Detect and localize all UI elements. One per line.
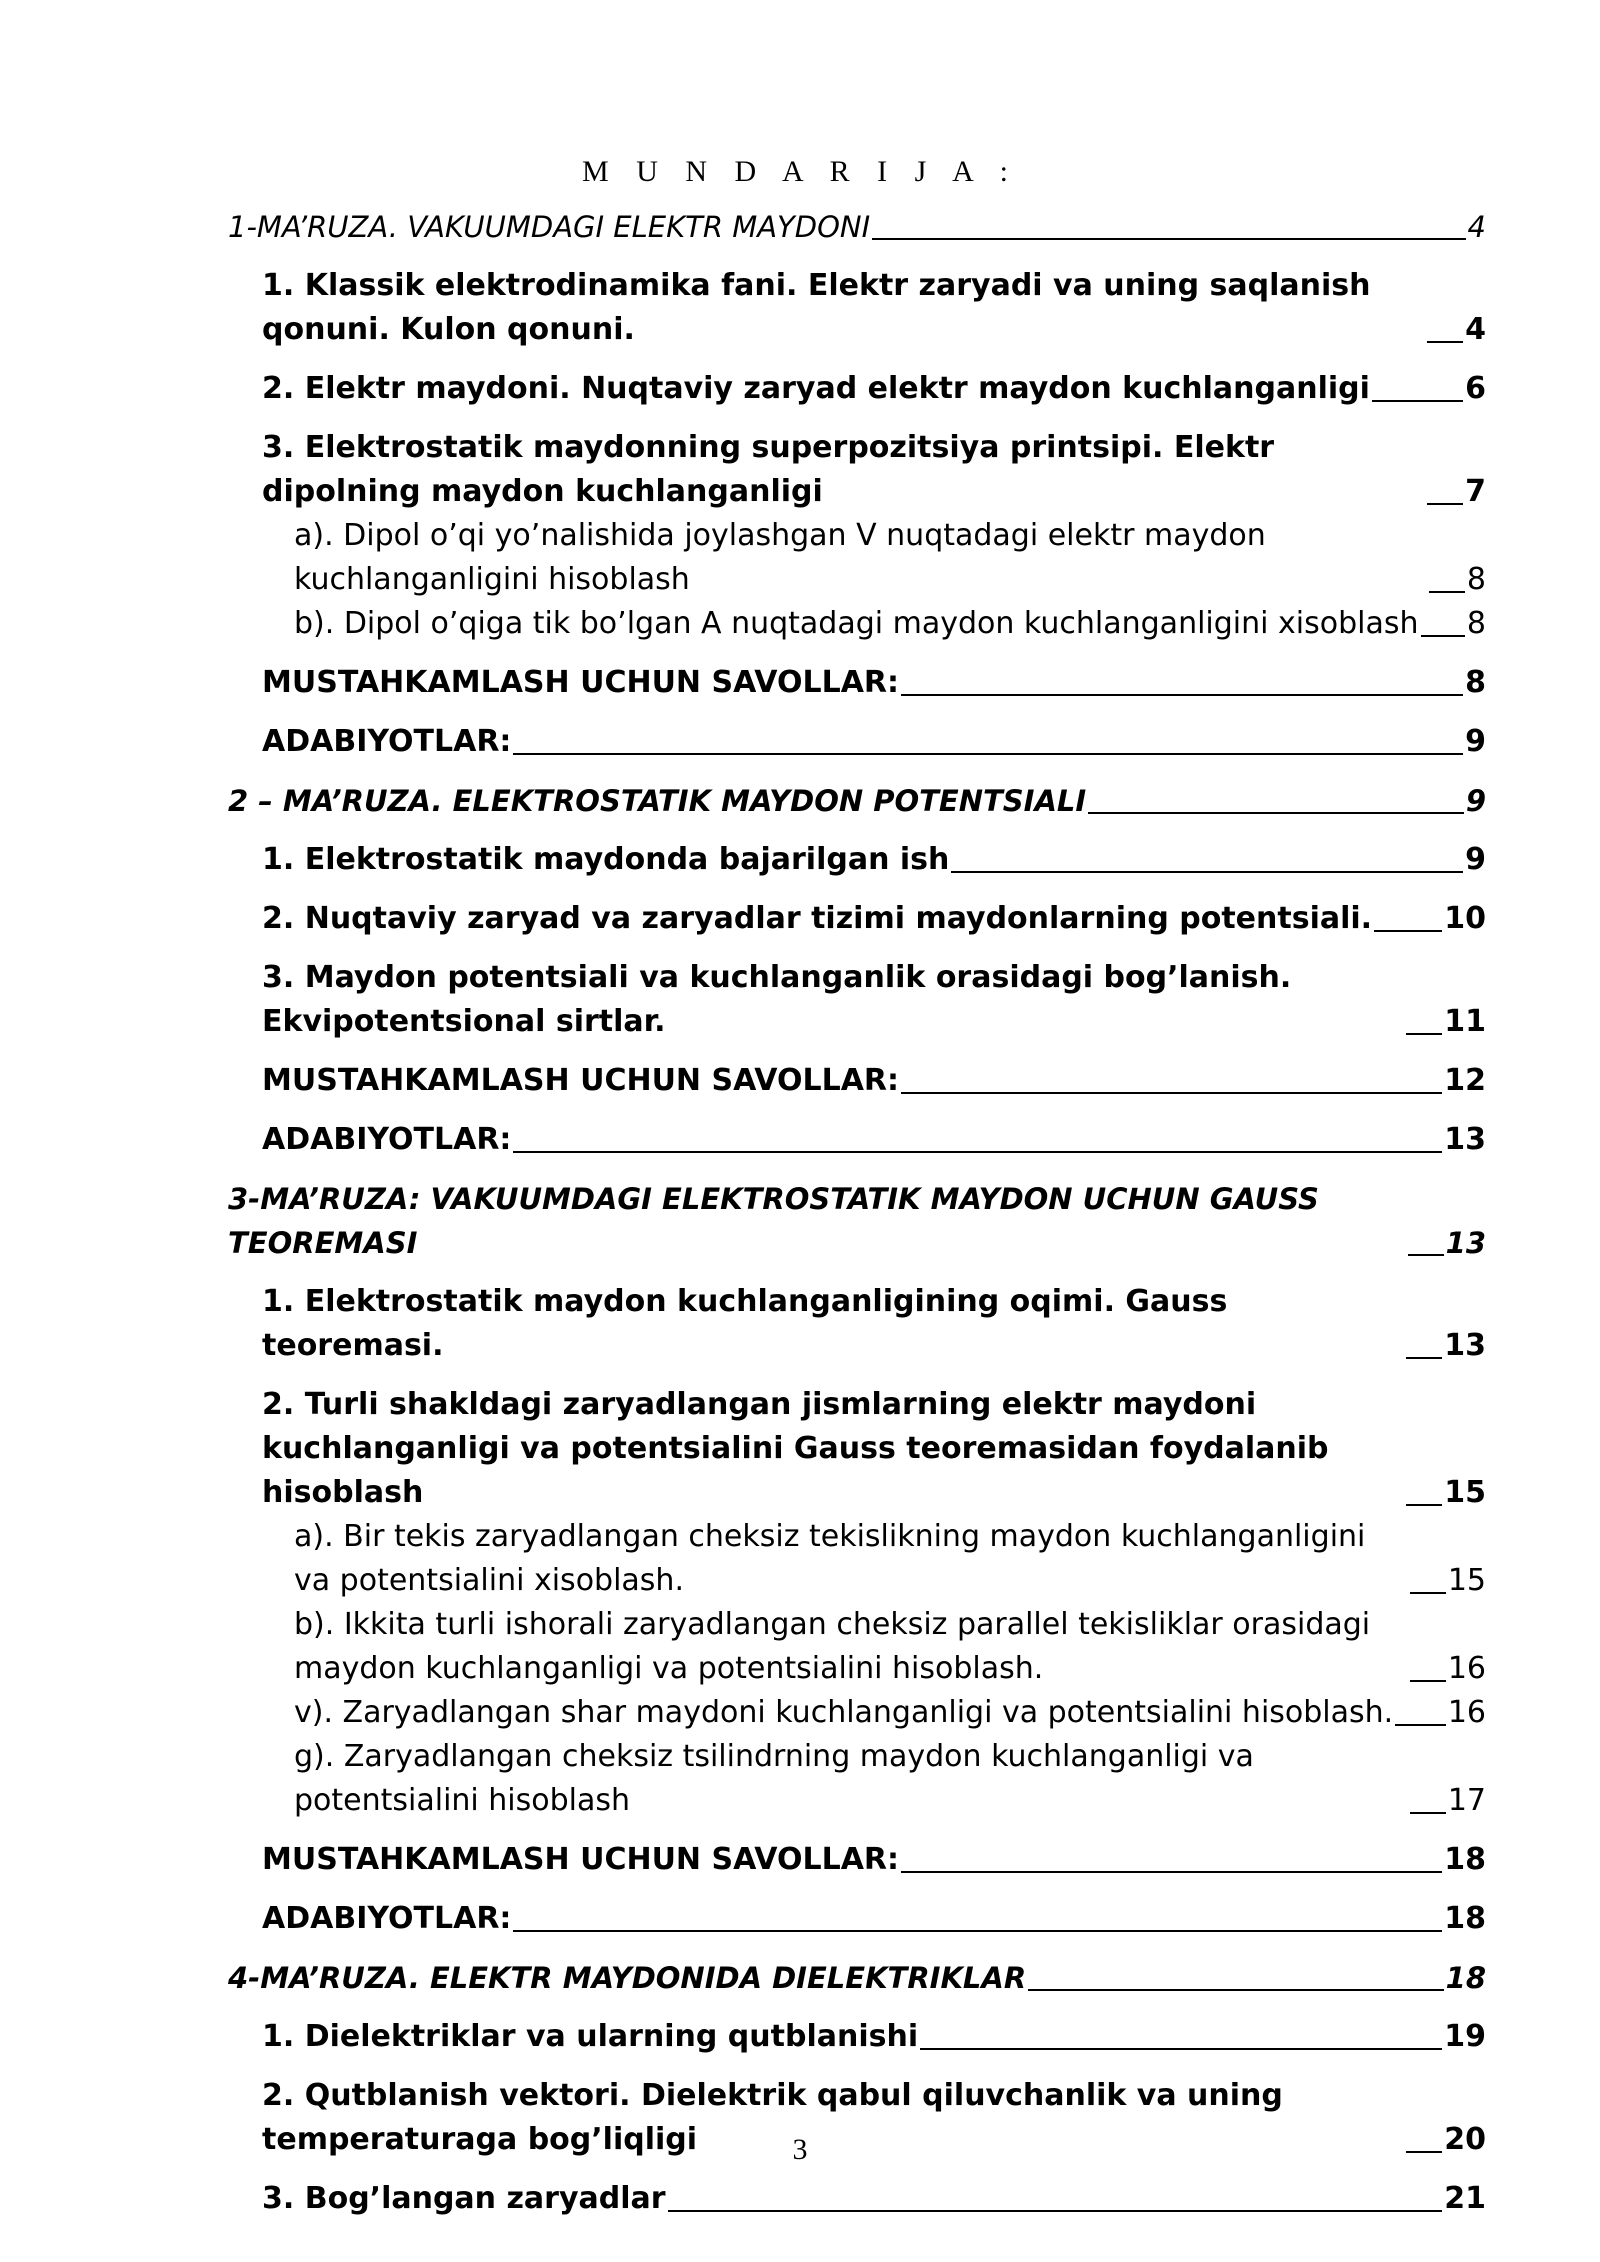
toc-section-entry[interactable] bbox=[228, 1897, 1486, 1941]
toc-entry-page: 19 bbox=[1444, 2019, 1486, 2054]
toc-entry-page: 16 bbox=[1447, 1651, 1486, 1686]
toc-entry-title: 2. Nuqtaviy zaryad va zaryadlar tizimi maydonlarning potentsiali. bbox=[262, 901, 1373, 936]
toc-leader-line bbox=[1410, 1680, 1446, 1682]
toc-entry-page: 13 bbox=[1445, 1226, 1486, 1260]
toc-leader-line bbox=[1088, 812, 1464, 814]
toc-entry-page: 13 bbox=[1444, 1328, 1486, 1363]
toc-leader-line bbox=[1374, 930, 1442, 932]
toc-entry-title: 1. Klassik elektrodinamika fani. Elektr zaryadi va uning saqlanish qonuni. Kulon qonuni. bbox=[262, 268, 1371, 347]
page-title: M U N D A R I J A : bbox=[582, 155, 1018, 188]
toc-entry-title: 3. Maydon potentsiali va kuchlanganlik orasidagi bog’lanish. Ekvipotentsional sirtlar. bbox=[262, 960, 1292, 1039]
toc-leader-line bbox=[1406, 1357, 1442, 1359]
toc-chapter-entry[interactable] bbox=[228, 1177, 1486, 1265]
toc-leader-line bbox=[1406, 1033, 1442, 1035]
toc-entry-title: 1. Dielektriklar va ularning qutblanishi bbox=[262, 2019, 919, 2054]
toc-entry-title: MUSTAHKAMLASH UCHUN SAVOLLAR: bbox=[262, 1842, 900, 1877]
toc-entry-title: ADABIYOTLAR: bbox=[262, 724, 512, 759]
toc-chapter-entry[interactable] bbox=[228, 1956, 1486, 2000]
toc-subsection-entry[interactable] bbox=[228, 514, 1486, 602]
toc-entry-title: 4-MA’RUZA. ELEKTR MAYDONIDA DIELEKTRIKLAR bbox=[228, 1961, 1027, 1995]
toc-entry-title: 1-MA’RUZA. VAKUUMDAGI ELEKTR MAYDONI bbox=[228, 210, 871, 244]
toc-subsection-entry[interactable] bbox=[228, 602, 1486, 646]
toc-entry-page: 15 bbox=[1444, 1475, 1486, 1510]
toc-entry-page: 8 bbox=[1466, 606, 1486, 641]
toc-leader-line bbox=[513, 753, 1463, 755]
toc-entry-title: b). Dipol o’qiga tik bo’lgan A nuqtadagi maydon kuchlanganligini xisoblash bbox=[294, 606, 1419, 641]
toc-leader-line bbox=[901, 694, 1463, 696]
toc-entry-page: 10 bbox=[1444, 901, 1486, 936]
toc-leader-line bbox=[1429, 591, 1465, 593]
toc-leader-line bbox=[513, 1930, 1442, 1932]
toc-entry-page: 12 bbox=[1444, 1063, 1486, 1098]
toc-section-entry[interactable] bbox=[228, 367, 1486, 411]
toc-entry-title: a). Dipol o’qi yo’nalishida joylashgan V nuqtadagi elektr maydon kuchlanganligini hisoblash bbox=[294, 518, 1266, 597]
toc-leader-line bbox=[901, 1092, 1442, 1094]
toc-entry-title: 1. Elektrostatik maydonda bajarilgan ish bbox=[262, 842, 950, 877]
toc-entry-title: ADABIYOTLAR: bbox=[262, 1901, 512, 1936]
toc-leader-line bbox=[1395, 1724, 1446, 1726]
toc-entry-page: 4 bbox=[1465, 312, 1486, 347]
toc-entry-page: 7 bbox=[1465, 474, 1486, 509]
toc-leader-line bbox=[1410, 1812, 1446, 1814]
toc-section-entry[interactable] bbox=[228, 426, 1486, 514]
toc-entry-page: 17 bbox=[1447, 1783, 1486, 1818]
toc-section-entry[interactable] bbox=[228, 661, 1486, 705]
toc-entry-page: 18 bbox=[1444, 1842, 1486, 1877]
toc-entry-title: v). Zaryadlangan shar maydoni kuchlanganligi va potentsialini hisoblash. bbox=[294, 1695, 1394, 1730]
toc-entry-title: 1. Elektrostatik maydon kuchlanganligining oqimi. Gauss teoremasi. bbox=[262, 1284, 1228, 1363]
toc-section-entry[interactable] bbox=[228, 838, 1486, 882]
toc-section-entry[interactable] bbox=[228, 2015, 1486, 2059]
toc-entry-title: 2. Elektr maydoni. Nuqtaviy zaryad elektr maydon kuchlanganligi bbox=[262, 371, 1370, 406]
toc-section-entry[interactable] bbox=[228, 897, 1486, 941]
toc-entry-title: 3. Elektrostatik maydonning superpozitsiya printsipi. Elektr dipolning maydon kuchlanganligi bbox=[262, 430, 1275, 509]
toc-entry-title: 2. Turli shakldagi zaryadlangan jismlarning elektr maydoni kuchlanganligi va potentsialini Gauss teoremasidan foydalanib hisoblash bbox=[262, 1387, 1329, 1510]
toc-chapter-entry[interactable] bbox=[228, 205, 1486, 249]
toc-subsection-entry[interactable] bbox=[228, 1735, 1486, 1823]
toc-section-entry[interactable] bbox=[228, 956, 1486, 1044]
toc-section-entry[interactable] bbox=[228, 1280, 1486, 1368]
toc-section-entry[interactable] bbox=[228, 2177, 1486, 2221]
toc-entry-page: 13 bbox=[1444, 1122, 1486, 1157]
toc-leader-line bbox=[1427, 341, 1463, 343]
toc-section-entry[interactable] bbox=[228, 1118, 1486, 1162]
toc-leader-line bbox=[1427, 503, 1463, 505]
toc-entry-page: 11 bbox=[1444, 1004, 1486, 1039]
table-of-contents bbox=[228, 205, 1486, 2221]
toc-entry-page: 9 bbox=[1465, 784, 1486, 818]
toc-section-entry[interactable] bbox=[228, 720, 1486, 764]
toc-leader-line bbox=[901, 1871, 1442, 1873]
toc-section-entry[interactable] bbox=[228, 1059, 1486, 1103]
toc-leader-line bbox=[513, 1151, 1442, 1153]
toc-entry-title: MUSTAHKAMLASH UCHUN SAVOLLAR: bbox=[262, 1063, 900, 1098]
toc-leader-line bbox=[1421, 635, 1465, 637]
toc-entry-title: MUSTAHKAMLASH UCHUN SAVOLLAR: bbox=[262, 665, 900, 700]
toc-leader-line bbox=[1028, 1989, 1443, 1991]
toc-entry-page: 15 bbox=[1447, 1563, 1486, 1598]
toc-entry-title: g). Zaryadlangan cheksiz tsilindrning maydon kuchlanganligi va potentsialini hisoblash bbox=[294, 1739, 1254, 1818]
toc-entry-title: 3-MA’RUZA: VAKUUMDAGI ELEKTROSTATIK MAYDON UCHUN GAUSS TEOREMASI bbox=[228, 1182, 1319, 1260]
toc-entry-page: 16 bbox=[1447, 1695, 1486, 1730]
toc-subsection-entry[interactable] bbox=[228, 1603, 1486, 1691]
toc-entry-page: 9 bbox=[1465, 724, 1486, 759]
toc-leader-line bbox=[920, 2048, 1442, 2050]
toc-entry-title: ADABIYOTLAR: bbox=[262, 1122, 512, 1157]
toc-entry-page: 21 bbox=[1444, 2181, 1486, 2216]
toc-leader-line bbox=[872, 238, 1465, 240]
toc-entry-page: 8 bbox=[1466, 562, 1486, 597]
toc-section-entry[interactable] bbox=[228, 1383, 1486, 1515]
toc-leader-line bbox=[951, 871, 1463, 873]
toc-leader-line bbox=[668, 2210, 1443, 2212]
page-number: 3 bbox=[792, 2133, 808, 2166]
toc-leader-line bbox=[1408, 1254, 1444, 1256]
toc-entry-page: 18 bbox=[1445, 1961, 1486, 1995]
toc-entry-page: 18 bbox=[1444, 1901, 1486, 1936]
toc-entry-page: 20 bbox=[1444, 2122, 1486, 2157]
toc-entry-page: 4 bbox=[1467, 210, 1486, 244]
toc-leader-line bbox=[1372, 400, 1463, 402]
toc-entry-page: 9 bbox=[1465, 842, 1486, 877]
toc-entry-title: 2. Qutblanish vektori. Dielektrik qabul qiluvchanlik va uning temperaturaga bog’liqligi bbox=[262, 2078, 1283, 2157]
toc-chapter-entry[interactable] bbox=[228, 779, 1486, 823]
toc-section-entry[interactable] bbox=[228, 264, 1486, 352]
toc-entry-page: 6 bbox=[1465, 371, 1486, 406]
toc-subsection-entry[interactable] bbox=[228, 1515, 1486, 1603]
toc-entry-title: 3. Bog’langan zaryadlar bbox=[262, 2181, 666, 2216]
toc-entry-title: 2 – MA’RUZA. ELEKTROSTATIK MAYDON POTENTSIALI bbox=[228, 784, 1087, 818]
toc-leader-line bbox=[1410, 1592, 1446, 1594]
toc-leader-line bbox=[1406, 1504, 1442, 1506]
toc-entry-title: b). Ikkita turli ishorali zaryadlangan cheksiz parallel tekisliklar orasidagi maydon kuchlanganligi va potentsialini hisoblash. bbox=[294, 1607, 1371, 1686]
toc-entry-page: 8 bbox=[1465, 665, 1486, 700]
toc-subsection-entry[interactable] bbox=[228, 1691, 1486, 1735]
toc-entry-title: a). Bir tekis zaryadlangan cheksiz tekislikning maydon kuchlanganligini va potentsialini xisoblash. bbox=[294, 1519, 1366, 1598]
toc-section-entry[interactable] bbox=[228, 1838, 1486, 1882]
